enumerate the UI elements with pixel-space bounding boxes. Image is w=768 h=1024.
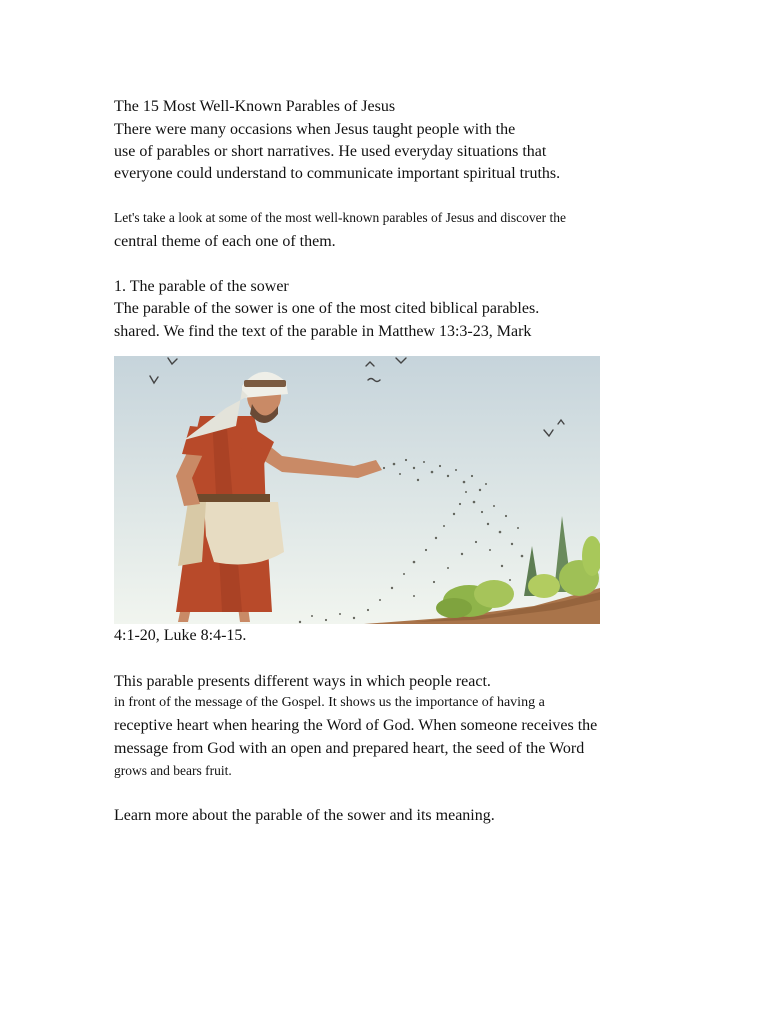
body-line: shared. We find the text of the parable in Matthew 13:3-23, Mark	[114, 323, 532, 340]
paragraph-line: This parable presents different ways in which people react.	[114, 673, 491, 690]
document-title: The 15 Most Well-Known Parables of Jesus	[114, 98, 396, 115]
paragraph-line: grows and bears fruit.	[114, 763, 232, 778]
body-line: 4:1-20, Luke 8:4-15.	[114, 627, 247, 644]
sower-illustration	[114, 356, 600, 624]
intro-line: everyone could understand to communicate important spiritual truths.	[114, 165, 561, 182]
section-heading: 1. The parable of the sower	[114, 278, 289, 295]
paragraph-line: receptive heart when hearing the Word of God. When someone receives the	[114, 717, 598, 734]
intro-line: use of parables or short narratives. He used everyday situations that	[114, 143, 547, 160]
lead-line: Let's take a look at some of the most well-known parables of Jesus and discover the	[114, 210, 566, 225]
paragraph-line: message from God with an open and prepared heart, the seed of the Word	[114, 740, 585, 757]
body-line: The parable of the sower is one of the most cited biblical parables.	[114, 300, 540, 317]
learn-more-text: Learn more about the parable of the sower and its meaning.	[114, 807, 495, 824]
lead-line: central theme of each one of them.	[114, 233, 336, 250]
paragraph-line: in front of the message of the Gospel. It shows us the importance of having a	[114, 695, 545, 710]
intro-line: There were many occasions when Jesus taught people with the	[114, 121, 516, 138]
